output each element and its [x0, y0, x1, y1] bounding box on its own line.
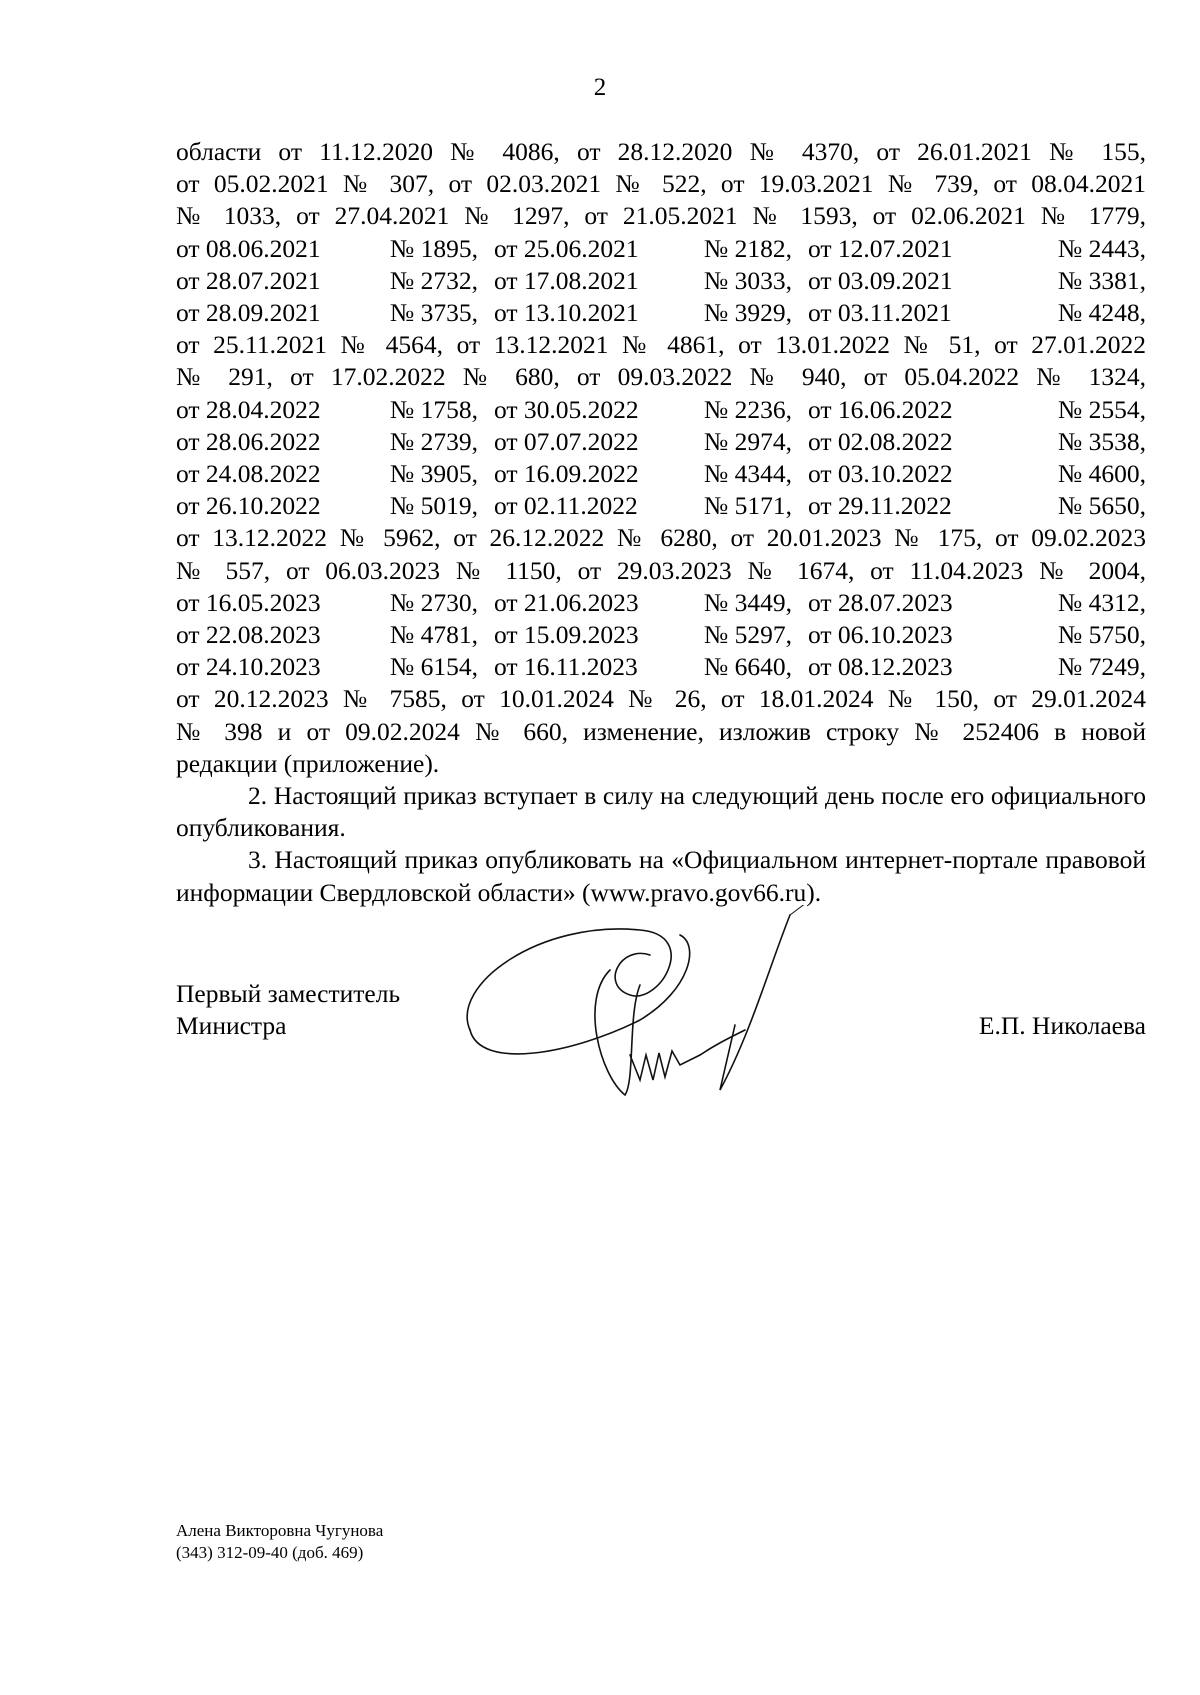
ordinance-date: от 06.10.2023	[808, 619, 953, 649]
ordinance-date: от 16.09.2022	[494, 458, 639, 488]
ordinance-number: № 5750,	[1057, 619, 1146, 649]
ordinance-number: № 2443,	[1057, 233, 1146, 263]
ordinance-date: от 28.04.2022	[176, 394, 321, 424]
ordinance-line: от 20.12.2023 № 7585, от 10.01.2024 № 26, от 18.01.2024 № 150, от 29.01.2024	[176, 684, 1146, 714]
executor-contact	[176, 1520, 383, 1564]
ordinance-line: № 1033, от 27.04.2021 № 1297, от 21.05.2021 № 1593, от 02.06.2021 № 1779,	[176, 201, 1146, 231]
ordinance-number: № 7249,	[1057, 652, 1146, 682]
ordinance-date: от 25.06.2021	[494, 233, 639, 263]
ordinance-line: области от 11.12.2020 № 4086, от 28.12.2020 № 4370, от 26.01.2021 № 155,	[176, 137, 1146, 166]
signatory-title-line-1: Первый заместитель	[176, 979, 401, 1008]
signatory-title	[176, 978, 400, 1042]
ordinance-date: от 30.05.2022	[494, 394, 639, 424]
ordinance-line: от 13.12.2022 № 5962, от 26.12.2022 № 6280, от 20.01.2023 № 175, от 09.02.2023	[176, 523, 1146, 553]
signatory-title-line-2: Министра	[176, 1011, 287, 1040]
ordinance-table-row	[176, 297, 1146, 329]
ordinance-date: от 24.10.2023	[176, 652, 321, 682]
ordinance-table-row	[176, 458, 1146, 490]
ordinance-number: № 2974,	[703, 426, 792, 456]
ordinance-number: № 4312,	[1057, 587, 1146, 617]
ordinance-line-last: редакции (приложение).	[176, 748, 440, 778]
ordinance-date: от 03.10.2022	[808, 458, 953, 488]
ordinance-table-row	[176, 426, 1146, 458]
ordinance-table-row	[176, 587, 1146, 619]
ordinance-line: от 25.11.2021 № 4564, от 13.12.2021 № 4861, от 13.01.2022 № 51, от 27.01.2022	[176, 330, 1146, 360]
ordinance-date: от 28.09.2021	[176, 297, 321, 327]
ordinance-date: от 16.11.2023	[494, 652, 638, 682]
document-body	[176, 136, 1146, 909]
paragraph-2: 2. Настоящий приказ вступает в силу на следующий день после его официального опубликования.	[176, 780, 1146, 843]
ordinance-number: № 1758,	[389, 394, 478, 424]
handwritten-signature	[450, 905, 830, 1115]
ordinance-date: от 17.08.2021	[494, 265, 639, 295]
ordinance-date: от 03.09.2021	[808, 265, 953, 295]
ordinance-date: от 16.05.2023	[176, 587, 321, 617]
ordinance-number: № 4781,	[389, 619, 478, 649]
ordinance-date: от 28.07.2023	[808, 587, 953, 617]
ordinance-table-row	[176, 651, 1146, 683]
ordinance-number: № 5650,	[1057, 491, 1146, 521]
ordinance-date: от 26.10.2022	[176, 491, 321, 521]
ordinance-date: от 07.07.2022	[494, 426, 639, 456]
ordinance-table-row	[176, 394, 1146, 426]
ordinance-number: № 5019,	[389, 491, 478, 521]
ordinance-date: от 24.08.2022	[176, 458, 321, 488]
ordinance-number: № 6154,	[389, 652, 478, 682]
ordinance-number: № 3735,	[389, 297, 478, 327]
ordinance-line: № 398 и от 09.02.2024 № 660, изменение, изложив строку № 252406 в новой	[176, 716, 1146, 746]
executor-name: Алена Викторовна Чугунова	[176, 1521, 384, 1540]
ordinance-table-row	[176, 619, 1146, 651]
page-number: 2	[593, 74, 607, 101]
ordinance-date: от 12.07.2021	[808, 233, 953, 263]
ordinance-number: № 1895,	[389, 233, 478, 263]
ordinance-line: от 05.02.2021 № 307, от 02.03.2021 № 522, от 19.03.2021 № 739, от 08.04.2021	[176, 169, 1146, 199]
ordinance-number: № 2732,	[389, 265, 478, 295]
ordinance-number: № 2739,	[389, 426, 478, 456]
paragraph-3: 3. Настоящий приказ опубликовать на «Официальном интернет-портале правовой информации Свердловской области» (www.pravo.gov66.ru).	[176, 845, 1146, 907]
ordinance-date: от 08.12.2023	[808, 652, 953, 682]
ordinance-date: от 16.06.2022	[808, 394, 953, 424]
ordinance-table-row	[176, 490, 1146, 522]
ordinance-number: № 2236,	[703, 394, 792, 424]
executor-phone: (343) 312-09-40 (доб. 469)	[176, 1543, 364, 1562]
ordinance-number: № 4600,	[1057, 458, 1146, 488]
ordinance-number: № 4248,	[1057, 297, 1146, 327]
ordinance-date: от 15.09.2023	[494, 619, 639, 649]
ordinance-date: от 21.06.2023	[494, 587, 639, 617]
ordinance-date: от 28.06.2022	[176, 426, 321, 456]
ordinance-number: № 3381,	[1057, 265, 1146, 295]
ordinance-date: от 02.11.2022	[494, 491, 638, 521]
ordinance-number: № 2730,	[389, 587, 478, 617]
amendment-ordinance-list	[176, 136, 1146, 780]
ordinance-date: от 03.11.2021	[808, 297, 952, 327]
ordinance-number: № 3449,	[703, 587, 792, 617]
ordinance-line: № 291, от 17.02.2022 № 680, от 09.03.2022 № 940, от 05.04.2022 № 1324,	[176, 362, 1146, 392]
ordinance-number: № 2554,	[1057, 394, 1146, 424]
ordinance-number: № 3905,	[389, 458, 478, 488]
ordinance-date: от 08.06.2021	[176, 233, 321, 263]
ordinance-line: № 557, от 06.03.2023 № 1150, от 29.03.2023 № 1674, от 11.04.2023 № 2004,	[176, 555, 1146, 585]
ordinance-date: от 29.11.2022	[808, 491, 952, 521]
ordinance-number: № 5171,	[703, 491, 792, 521]
ordinance-number: № 2182,	[703, 233, 792, 263]
ordinance-number: № 3929,	[703, 297, 792, 327]
ordinance-number: № 4344,	[703, 458, 792, 488]
ordinance-number: № 3033,	[703, 265, 792, 295]
ordinance-table-row	[176, 233, 1146, 265]
signatory-name: Е.П. Николаева	[978, 1011, 1146, 1040]
ordinance-date: от 22.08.2023	[176, 619, 321, 649]
ordinance-date: от 13.10.2021	[494, 297, 639, 327]
ordinance-number: № 6640,	[703, 652, 792, 682]
ordinance-number: № 3538,	[1057, 426, 1146, 456]
ordinance-number: № 5297,	[703, 619, 792, 649]
ordinance-date: от 02.08.2022	[808, 426, 953, 456]
ordinance-table-row	[176, 265, 1146, 297]
ordinance-date: от 28.07.2021	[176, 265, 321, 295]
